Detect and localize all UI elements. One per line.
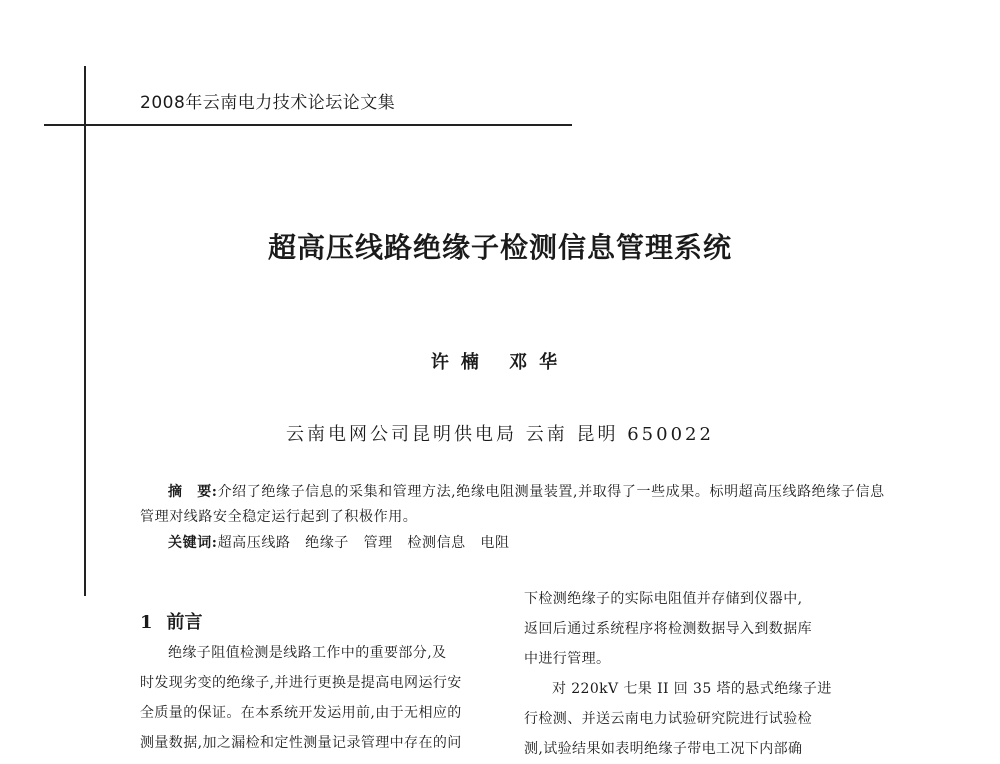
body-line: 测,试验结果如表明绝缘子带电工况下内部确 xyxy=(524,741,803,757)
body-line: 全质量的保证。在本系统开发运用前,由于无相应的 xyxy=(140,705,462,721)
body-column-right xyxy=(524,584,886,764)
keywords-label: 关键词: xyxy=(168,535,218,551)
keywords-line xyxy=(168,532,510,552)
body-line: 行检测、并送云南电力试验研究院进行试验检 xyxy=(524,711,812,727)
body-line: 测量数据,加之漏检和定性测量记录管理中存在的问 xyxy=(140,735,462,751)
body-line: 绝缘子阻值检测是线路工作中的重要部分,及 xyxy=(168,645,447,661)
abstract-text: 介绍了绝缘子信息的采集和管理方法,绝缘电阻测量装置,并取得了一些成果。标明超高压线路绝缘子信息管理对线路安全稳定运行起到了积极作用。 xyxy=(140,484,885,525)
body-line: 返回后通过系统程序将检测数据导入到数据库 xyxy=(524,621,812,637)
section-title: 前言 xyxy=(166,612,203,633)
body-line: 中进行管理。 xyxy=(524,651,611,667)
body-line: 时发现劣变的绝缘子,并进行更换是提高电网运行安 xyxy=(140,675,462,691)
paper-authors: 许楠 邓华 xyxy=(430,352,570,373)
paper-title: 超高压线路绝缘子检测信息管理系统 xyxy=(267,231,732,264)
section-heading xyxy=(140,608,203,634)
abstract-label: 摘 要: xyxy=(168,484,218,500)
body-line: 下检测绝缘子的实际电阻值并存储到仪器中, xyxy=(524,591,803,607)
paper-affiliation: 云南电网公司昆明供电局 云南 昆明 650022 xyxy=(286,424,714,445)
body-line: 对 220kV 七果 II 回 35 塔的悬式绝缘子进 xyxy=(552,681,832,697)
section-number: 1 xyxy=(140,612,153,633)
keywords-text: 超高压线路 绝缘子 管理 检测信息 电阻 xyxy=(217,535,510,551)
abstract-block xyxy=(140,480,890,530)
proceedings-header: 2008年云南电力技术论坛论文集 xyxy=(140,93,396,113)
body-column-left xyxy=(140,638,500,758)
header-rule xyxy=(44,124,572,126)
margin-vertical-rule xyxy=(84,66,86,596)
